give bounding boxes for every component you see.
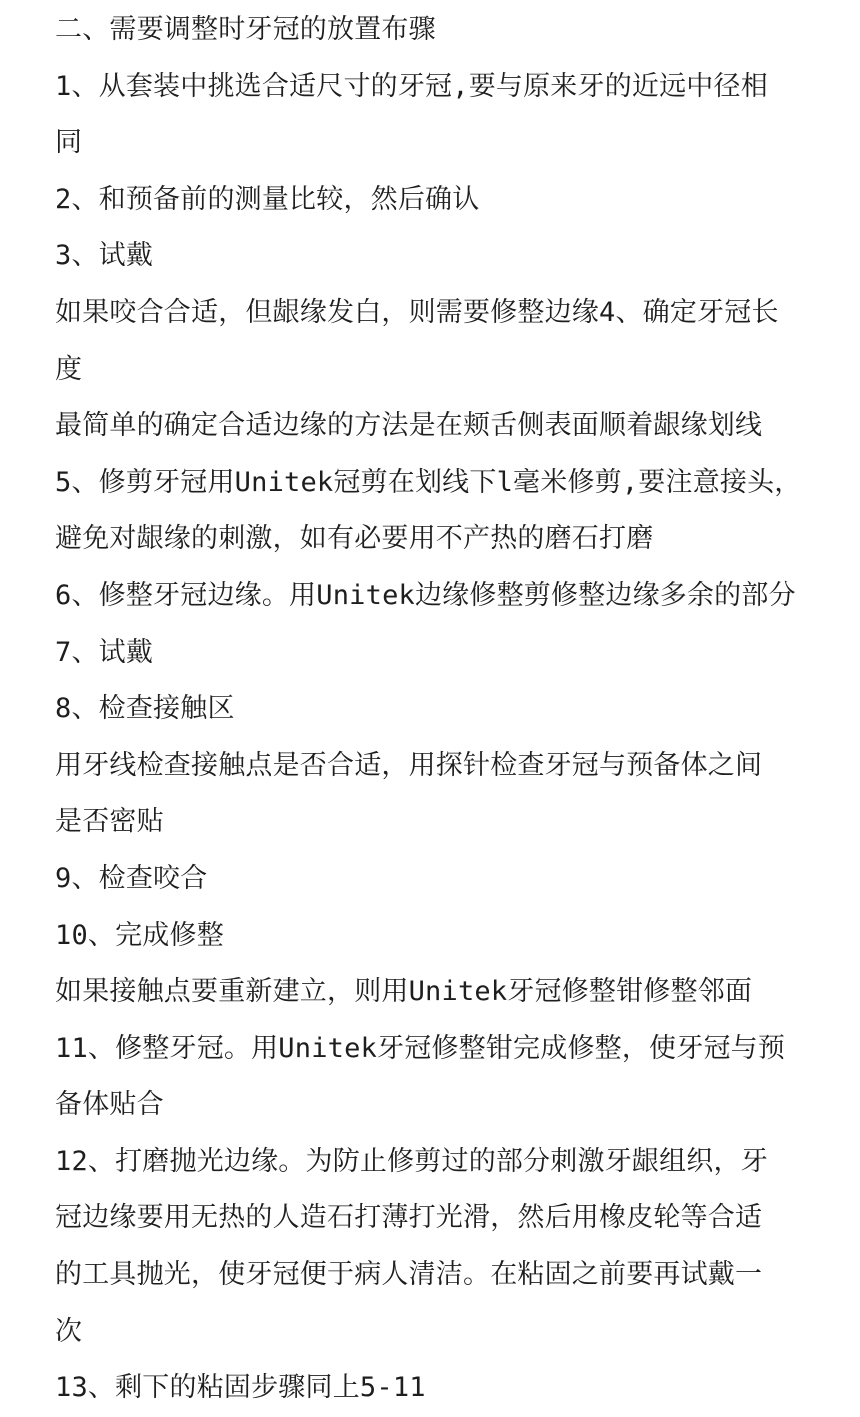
text-line: 10、完成修整 [55,919,224,951]
text-line: 用牙线检查接触点是否合适，用探针检查牙冠与预备体之间 [55,749,763,781]
text-line: 8、检查接触区 [55,693,235,725]
text-line: 7、试戴 [55,636,154,668]
text-line: 如果接触点要重新建立，则用Unitek牙冠修整钳修整邻面 [55,976,753,1008]
text-line: 的工具抛光，使牙冠便于病人清洁。在粘固之前要再试戴一 [55,1259,763,1291]
text-line: 是否密贴 [55,806,164,838]
text-line: 2、和预备前的测量比较，然后确认 [55,183,480,215]
text-line: 避免对龈缘的刺激，如有必要用不产热的磨石打磨 [55,523,654,555]
text-line: 同 [55,127,83,159]
text-line: 度 [55,353,83,385]
text-line: 11、修整牙冠。用Unitek牙冠修整钳完成修整，使牙冠与预 [55,1032,786,1064]
text-line: 如果咬合合适，但龈缘发白，则需要修整边缘4、确定牙冠长 [55,296,779,328]
text-line: 1、从套装中挑选合适尺寸的牙冠,要与原来牙的近远中径相 [55,70,768,102]
text-line: 最简单的确定合适边缘的方法是在颊舌侧表面顺着龈缘划线 [55,410,763,442]
text-line: 备体贴合 [55,1089,164,1121]
text-line: 5、修剪牙冠用Unitek冠剪在划线下l毫米修剪,要注意接头， [55,466,802,498]
text-line: 13、剩下的粘固步骤同上5-11 [55,1372,426,1404]
text-line: 12、打磨抛光边缘。为防止修剪过的部分刺激牙龈组织，牙 [55,1145,768,1177]
text-line: 9、检查咬合 [55,862,208,894]
document-body [55,2,815,1417]
text-line: 冠边缘要用无热的人造石打薄打光滑，然后用橡皮轮等合适 [55,1202,763,1234]
text-line: 3、试戴 [55,240,154,272]
text-line: 次 [55,1315,83,1347]
section-heading: 二、需要调整时牙冠的放置布骤 [55,14,436,45]
text-line: 6、修整牙冠边缘。用Unitek边缘修整剪修整边缘多余的部分 [55,579,796,611]
